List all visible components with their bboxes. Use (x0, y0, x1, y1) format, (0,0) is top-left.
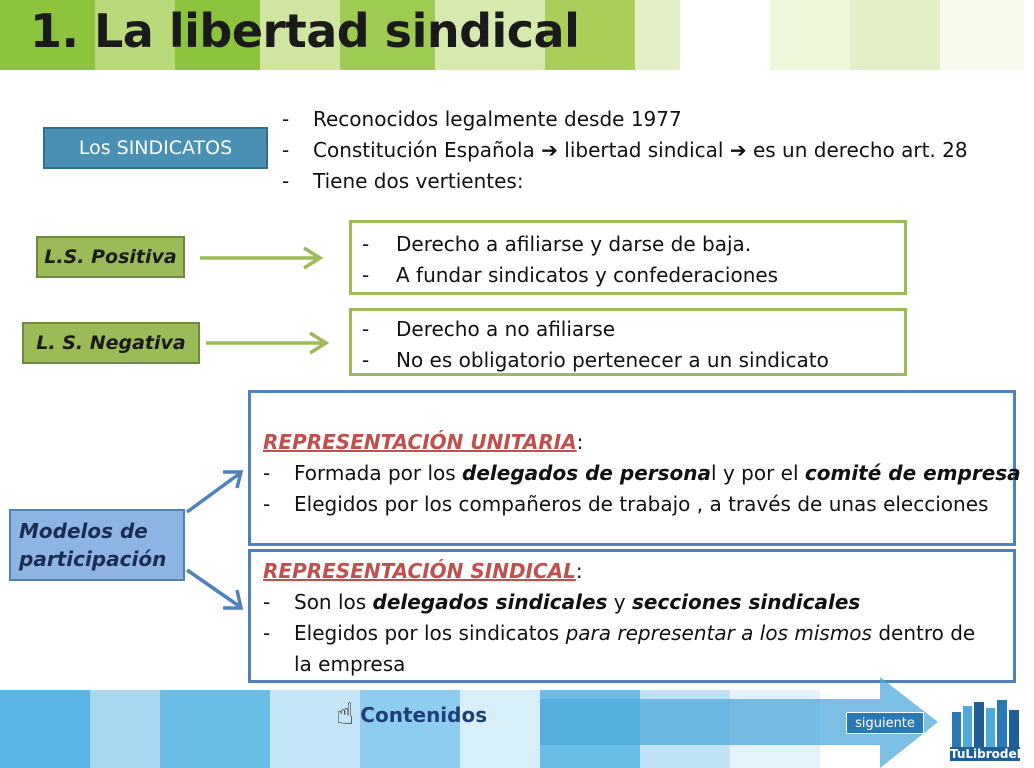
modelos-label: Modelos de participación (9, 509, 185, 581)
list-item-continuation: la empresa (294, 652, 406, 676)
ls-negativa-label: L. S. Negativa (22, 322, 200, 364)
list-item: - Derecho a afiliarse y darse de baja. (362, 232, 752, 256)
list-item: - No es obligatorio pertenecer a un sindicato (362, 348, 829, 372)
arrow-right-icon (204, 329, 332, 357)
list-item: - Derecho a no afiliarse (362, 317, 616, 341)
contenidos-link[interactable]: ☝ Contenidos (336, 697, 488, 732)
list-item: - Elegidos por los compañeros de trabajo , a través de unas elecciones (263, 492, 989, 516)
list-item: - Reconocidos legalmente desde 1977 (282, 107, 682, 131)
arrow-right-icon (198, 244, 326, 272)
logo-text: TuLibrodeFP (950, 747, 1034, 761)
list-item: - A fundar sindicatos y confederaciones (362, 263, 779, 287)
ls-positiva-content (349, 220, 907, 295)
arrow-diagonal-icon (183, 466, 249, 616)
ls-positiva-label: L.S. Positiva (36, 236, 185, 278)
sindicatos-label: Los SINDICATOS (43, 127, 268, 169)
list-item: - Formada por los delegados de personal y por el comité de empresa (263, 461, 1021, 485)
representacion-unitaria-box (248, 390, 1021, 546)
list-item: - Elegidos por los sindicatos para representar a los mismos dentro de (263, 621, 976, 645)
representacion-sindical-box (248, 549, 1016, 683)
section-heading: REPRESENTACIÓN SINDICAL: (263, 559, 583, 583)
intro-list (282, 104, 968, 197)
list-item: - Constitución Española ➔ libertad sindical ➔ es un derecho art. 28 (282, 138, 968, 162)
siguiente-button[interactable]: siguiente (846, 712, 924, 734)
arrow-right-icon: ➔ (729, 138, 747, 162)
list-item: - Tiene dos vertientes: (282, 169, 524, 193)
hand-pointer-icon: ☝ (336, 697, 355, 732)
ls-negativa-content (349, 308, 907, 376)
section-heading: REPRESENTACIÓN UNITARIA: (263, 430, 584, 454)
page-title: 1. La libertad sindical (30, 4, 580, 58)
arrow-right-icon: ➔ (541, 138, 558, 162)
list-item: - Son los delegados sindicales y secciones sindicales (263, 590, 861, 614)
